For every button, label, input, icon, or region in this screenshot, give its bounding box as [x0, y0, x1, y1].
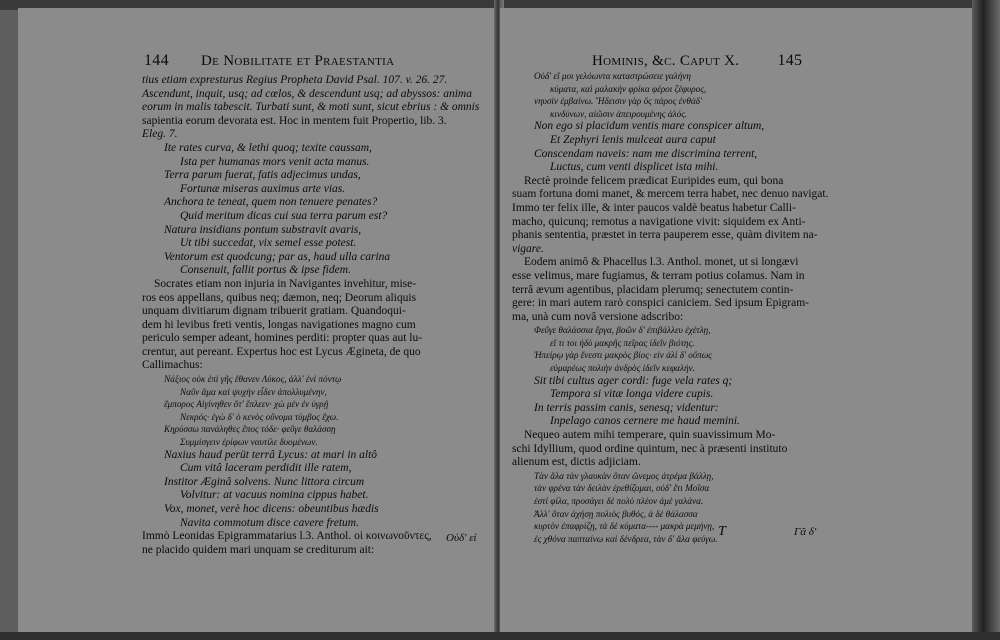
text-line: Institor Æginâ solvens. Nunc littora circum: [164, 475, 365, 488]
text-line: terrâ ævum agentibus, placidam plerumq; senectutem contin-: [512, 283, 794, 296]
right-page-body: [512, 70, 828, 545]
text-line: ma, unà cum novâ versione adscribo:: [512, 310, 684, 323]
text-line: Terra parum fuerat, fatis adjecimus undas,: [164, 169, 361, 182]
text-line: Ventorum est quodcung; par as, haud ulla carina: [164, 250, 391, 263]
text-line: alienum est, dictis adjiciam.: [512, 456, 641, 469]
text-line: sapientia eorum devorata est. Hoc in mentem fuit Propertio, lib. 3.: [142, 114, 447, 127]
text-line: Ἀλλ' ὅταν ἀχήσῃ πολιὸς βυθός, ἁ δὲ θάλασσα: [534, 508, 698, 519]
text-line: periculo semper adeant, homines perditi: propter quas aut lu-: [142, 332, 423, 345]
text-line: tius etiam expresturus Regius Propheta David Psal. 107. v. 26. 27.: [142, 74, 448, 86]
text-line: Cum vitâ laceram perdidit ille ratem,: [180, 462, 352, 475]
text-line: κύματα, καὶ μαλακὴν φρίκα φέροι ζέφυρος,: [550, 83, 707, 94]
text-line: Fortunæ miseras auximus arte vias.: [180, 182, 346, 195]
text-line: Tempora si vitæ longa videre cupis.: [550, 388, 714, 401]
text-line: Volvitur: at vacuus nomina cippus habet.: [180, 489, 369, 502]
book-edge-right: [972, 0, 1000, 640]
text-line: ἔμπορος Αἰγίνηθεν ὅτ' ἔπλεεν· χὼ μὲν ἐν ὑγρῇ: [164, 399, 329, 410]
text-line: Navita commotum disce cavere fretum.: [180, 516, 359, 529]
text-line: dem hi levibus freti ventis, longas navigationes magno cum: [142, 318, 416, 331]
right-catchword: Γᾶ δ': [794, 526, 817, 538]
text-line: Et Zephyri lenis mulceat aura caput: [550, 133, 716, 146]
text-line: Οὐδ' εἴ μοι γελόωντα καταστρώσειε γαλήνη: [534, 71, 691, 81]
text-line: schi Idyllium, quod ordine quintum, nec à præsenti instituto: [512, 442, 788, 455]
text-line: ros eos appellans, quibus neq; dæmon, neq; Deorum aliquis: [142, 291, 417, 304]
text-line: ne placido quidem mari unquam se crediturum ait:: [142, 543, 375, 556]
right-running-title: Hominis, &c. Caput X.: [592, 53, 740, 69]
right-folio: 145: [777, 52, 803, 69]
text-line: νηυσὶν ἐμβαίνω. Ἤδεισιν γὰρ ὅς πάρος ἐνθάδ': [534, 96, 702, 107]
text-line: Eodem animô & Phacellus l.3. Anthol. monet, ut si longævi: [524, 256, 799, 269]
text-line: κινδύνων, αἰῶσιν ἀπειρουμένης ἁλός.: [550, 108, 688, 119]
text-line: Ἠπείρῳ γὰρ ἔνεστι μακρὸς βίος· εἰν ἁλὶ δ' οὔπως: [534, 350, 712, 361]
text-line: suam fortuna domi manet, & mercem terra habet, nec denuo navigat.: [512, 188, 829, 201]
text-line: vigare.: [512, 242, 544, 255]
text-line: Ite rates curva, & lethi quoq; texite caussam,: [164, 141, 372, 154]
text-line: Callimachus:: [142, 359, 203, 372]
left-page: [18, 8, 496, 634]
text-line: Τὰν ἅλα τὰν γλαυκὰν ὅταν ὥνεμος ἀτρέμα βάλλῃ,: [534, 470, 714, 481]
text-line: Natura insidians pontum substravit avaris,: [164, 223, 362, 236]
text-line: eorum in malis tabescit. Turbati sunt, & moti sunt, sicut ebrius : & omnis: [142, 101, 480, 114]
right-running-head: [592, 52, 802, 70]
text-line: Nequeo autem mihi temperare, quin suavissimum Mo-: [524, 429, 776, 442]
text-line: τὰν φρένα τὰν δειλὰν ἐρεθίζομαι, οὐδ' ἔτι Μοῖσα: [534, 483, 710, 494]
text-line: Socrates etiam non injuria in Navigantes invehitur, mise-: [154, 277, 417, 290]
text-line: ἐστὶ φίλα, προσάγει δὲ πολὺ πλέον ἁμὲ γαλάνα.: [534, 496, 704, 506]
text-line: εὐμαρέως πολιὴν ἀνδρὸς ἰδεῖν κεφαλήν.: [550, 363, 695, 374]
text-line: ἐς χθόνα παπταίνω καὶ δένδρεα, τὰν δ' ἅλα φεύγω.: [534, 533, 718, 544]
text-line: Luctus, cum venti displicet ista mihi.: [550, 161, 719, 174]
book-edge-bottom: [0, 632, 1000, 640]
text-line: Non ego si placidum ventis mare conspicer altum,: [534, 120, 765, 133]
text-line: Conscendam naveis: nam me discrimina terrent,: [534, 147, 758, 160]
text-line: Inpelago canos cernere me haud memini.: [550, 415, 740, 428]
text-line: Κηρύσσω πανάληθες ἔπος τόδε· φεῦγε θαλάσσῃ: [164, 424, 336, 435]
text-line: macho, quicunq; remotus a navigatione vivit: siquidem ex Anti-: [512, 215, 806, 228]
signature-mark: T: [718, 524, 726, 539]
left-folio: 144: [144, 52, 169, 69]
text-line: Quid meritum dicas cui sua terra parum est?: [180, 209, 388, 222]
text-line: unquam divitiarum dignam tribuerit gratiam. Quandoqui-: [142, 305, 406, 318]
text-line: Anchora te teneat, quem non tenuere penates?: [164, 196, 378, 209]
text-line: Ναῦν ἅμα καὶ ψυχὴν εἶδεν ἀπολλυμένην,: [180, 386, 327, 397]
text-line: crentur, aut pereant. Expertus hoc est Lycus Ægineta, de quo: [142, 345, 421, 358]
text-line: phanis sententia, præstet in terra pauperem esse, quàm divitem na-: [512, 229, 818, 242]
text-line: In terris passim canis, senesq; videntur:: [534, 401, 719, 414]
text-line: Immò Leonidas Epigrammatarius l.3. Anthol. οἱ κοινωνοῦντες,: [142, 530, 432, 543]
text-line: Νάξιος οὐκ ἐπὶ γῆς ἔθανεν Λύκος, ἀλλ' ἐνὶ πόντῳ: [164, 374, 342, 385]
text-line: εἴ τι τοι ἡδὺ μακρῆς πεῖρας ἰδεῖν βιότης.: [550, 337, 695, 348]
text-line: Νεκρός· ἐγὼ δ' ὁ κενὸς οὔνομα τύμβος ἔχω.: [180, 411, 339, 422]
text-line: Immo ter felix ille, & inter paucos valdè beatus habetur Calli-: [512, 201, 796, 214]
text-line: Rectè proinde felicem prædicat Euripides eum, qui bona: [524, 174, 784, 187]
text-line: Συμμίσγειν ἐρίφων ναυτίλε δυομένων.: [180, 437, 318, 448]
text-line: Naxius haud perüt terrâ Lycus: at mari in altô: [164, 448, 378, 461]
text-line: Φεῦγε θαλάσσια ἔργα, βοῶν δ' ἐπιβάλλευ ἐχέτλῃ,: [534, 325, 711, 336]
left-catchword: Οὐδ' εἰ: [446, 532, 477, 544]
left-running-title: De Nobilitate et Praestantia: [201, 53, 395, 69]
left-running-head: [144, 52, 394, 70]
text-line: Vox, monet, verè hoc dicens: obeuntibus hædis: [164, 503, 379, 515]
text-line: Sit tibi cultus ager cordi: fuge vela rates q;: [534, 374, 733, 387]
text-line: Ista per humanas mors venit acta manus.: [180, 155, 370, 168]
text-line: Ascendunt, inquit, usq; ad cœlos, & descendunt usq; ad abyssos: anima: [142, 87, 472, 100]
text-line: esse velimus, mare fugiamus, & terram potius colamus. Nam in: [512, 269, 805, 282]
left-page-body: [142, 74, 479, 557]
text-line: Eleg. 7.: [142, 128, 178, 141]
text-line: Ut tibi succedat, vix semel esse potest.: [180, 237, 357, 250]
text-line: Consenuit, fallit portus & ipse fidem.: [180, 264, 351, 277]
text-line: κυρτὸν ἐπαφρίζῃ, τὰ δὲ κύματα---- μακρὰ μεμήνῃ,: [534, 521, 715, 532]
text-line: gere: in mari autem rarò conspici caniciem. Sed ipsum Epigram-: [512, 297, 809, 310]
right-page: [500, 8, 972, 634]
